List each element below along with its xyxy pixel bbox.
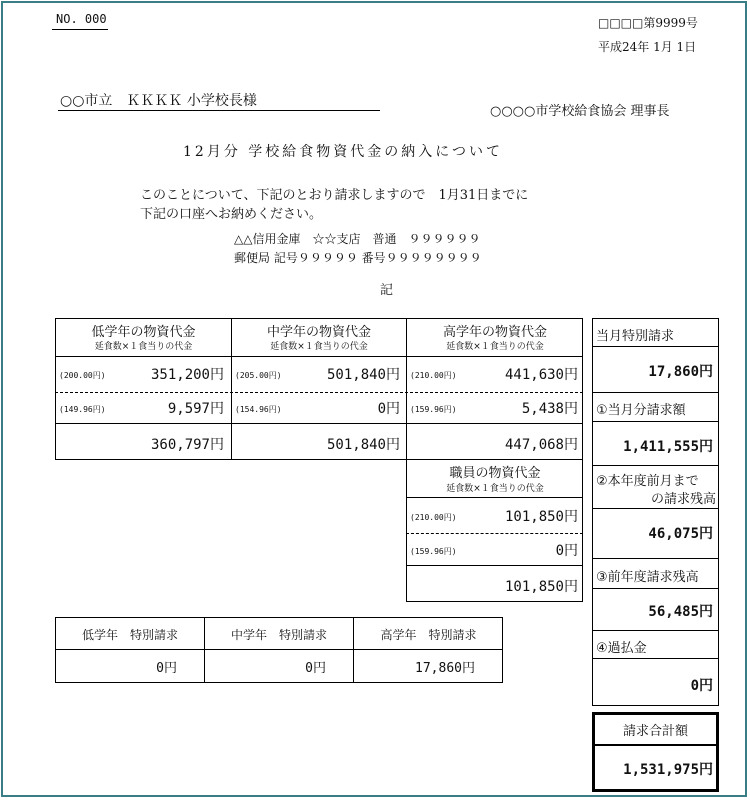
- table-subtotal-line: [55, 423, 583, 424]
- amount: 441,630円: [504, 367, 578, 383]
- amount: 351,200円: [150, 367, 224, 383]
- summary-line: [592, 346, 719, 347]
- col-header-high: 高学年の物資代金: [442, 325, 547, 340]
- summary-label-prev-month: ②本年度前月まで: [596, 474, 699, 489]
- unit-price: (149.96円): [59, 405, 106, 414]
- summary-label-special: 当月特別請求: [596, 329, 675, 344]
- post-account: 郵便局 記号９９９９９ 番号９９９９９９９９: [234, 251, 482, 265]
- ki-mark: 記: [380, 283, 394, 298]
- special-amount: 0円: [156, 661, 177, 676]
- special-header-high: 高学年 特別請求: [380, 628, 477, 642]
- subtotal: 101,850円: [504, 579, 578, 595]
- staff-subheader: 延食数×１食当りの代金: [446, 484, 544, 494]
- special-header-line: [55, 649, 503, 650]
- col-header-mid: 中学年の物資代金: [266, 325, 371, 340]
- summary-line: [592, 508, 719, 509]
- summary-value-overpaid: 0円: [690, 678, 713, 694]
- summary-line: [592, 465, 719, 466]
- subtotal: 447,068円: [504, 437, 578, 453]
- bank-account: △△信用金庫 ☆☆支店 普通 ９９９９９９: [234, 232, 481, 246]
- summary-value-current: 1,411,555円: [623, 439, 713, 455]
- special-amount: 17,860円: [415, 661, 475, 676]
- subtotal: 360,797円: [150, 437, 224, 453]
- body-line-2: 下記の口座へお納めください。: [140, 207, 323, 222]
- grand-total-value: 1,531,975円: [623, 762, 713, 778]
- page-title: 12月分 学校給食物資代金の納入について: [183, 144, 503, 160]
- amount: 501,840円: [326, 367, 400, 383]
- recipient-underline: [58, 110, 380, 111]
- summary-label-prev-month-2: の請求残高: [650, 492, 716, 507]
- subtotal: 501,840円: [326, 437, 400, 453]
- table-dashed-line: [55, 392, 583, 393]
- col-header-low: 低学年の物資代金: [91, 325, 196, 340]
- unit-price: (159.96円): [410, 405, 457, 414]
- unit-price: (210.00円): [410, 371, 457, 380]
- summary-label-current: ①当月分請求額: [596, 403, 686, 418]
- summary-line: [592, 558, 719, 559]
- special-header-low: 低学年 特別請求: [81, 628, 178, 642]
- issue-number: □□□□第9999号: [598, 16, 698, 30]
- amount: 9,597円: [167, 401, 224, 417]
- summary-line: [592, 392, 719, 393]
- summary-value-special: 17,860円: [648, 364, 713, 380]
- staff-header-line: [406, 497, 583, 498]
- grand-total-label: 請求合計額: [622, 724, 688, 739]
- unit-price: (210.00円): [410, 513, 457, 522]
- body-line-1: このことについて、下記のとおり請求しますので 1月31日までに: [140, 188, 529, 203]
- summary-label-overpaid: ④過払金: [596, 641, 647, 656]
- grand-total-line: [592, 744, 719, 746]
- summary-line: [592, 588, 719, 589]
- special-amount: 0円: [305, 661, 326, 676]
- summary-value-prev-month: 46,075円: [648, 526, 713, 542]
- summary-line: [592, 658, 719, 659]
- amount: 0円: [377, 401, 400, 417]
- staff-dashed-line: [406, 533, 583, 534]
- unit-price: (154.96円): [235, 405, 282, 414]
- sender: ○○○○市学校給食協会 理事長: [490, 104, 670, 119]
- col-subheader-high: 延食数×１食当りの代金: [446, 342, 544, 352]
- unit-price: (200.00円): [59, 371, 106, 380]
- amount: 0円: [555, 543, 578, 559]
- staff-header: 職員の物資代金: [449, 466, 541, 481]
- recipient: ○○市立 ＫＫＫＫ 小学校長様: [60, 93, 257, 109]
- summary-line: [592, 421, 719, 422]
- table-header-line: [55, 356, 583, 357]
- summary-label-prev-year: ③前年度請求残高: [596, 570, 699, 585]
- amount: 101,850円: [504, 509, 578, 525]
- amount: 5,438円: [521, 401, 578, 417]
- unit-price: (159.96円): [410, 547, 457, 556]
- doc-number: NO. 000: [56, 12, 107, 26]
- summary-line: [592, 630, 719, 631]
- special-header-mid: 中学年 特別請求: [230, 628, 327, 642]
- unit-price: (205.00円): [235, 371, 282, 380]
- summary-value-prev-year: 56,485円: [648, 604, 713, 620]
- issue-date: 平成24年 1月 1日: [598, 40, 697, 54]
- col-subheader-mid: 延食数×１食当りの代金: [270, 342, 368, 352]
- doc-number-underline: [52, 29, 108, 30]
- col-subheader-low: 延食数×１食当りの代金: [94, 342, 193, 352]
- staff-total-line: [406, 565, 583, 566]
